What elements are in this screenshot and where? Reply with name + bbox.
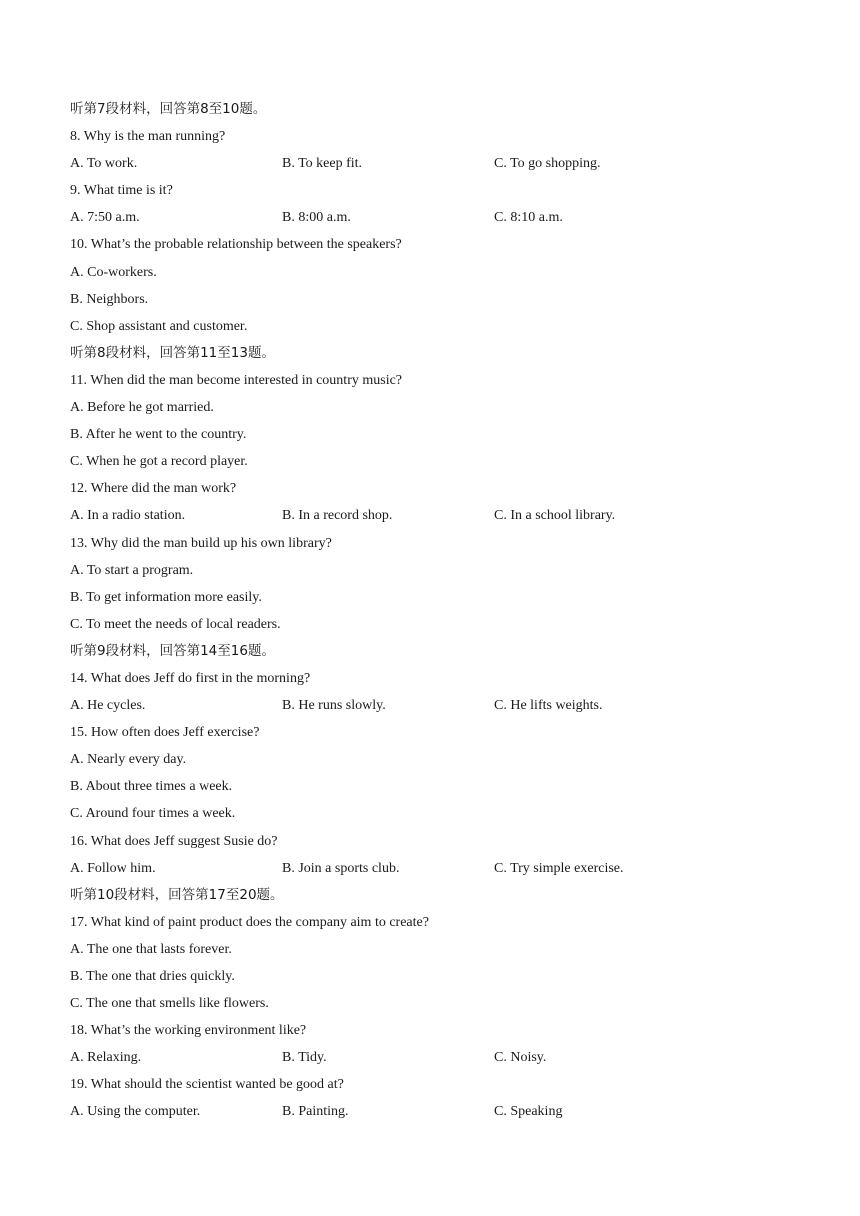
question-text bbox=[70, 475, 810, 502]
section-heading bbox=[70, 638, 810, 665]
option-text: B. The one that dries quickly. bbox=[70, 969, 235, 984]
question-text: 10. What’s the probable relationship between the speakers? bbox=[70, 237, 402, 253]
question-text: 17. What kind of paint product does the company aim to create? bbox=[70, 914, 429, 930]
question-text: 18. What’s the working environment like? bbox=[70, 1023, 307, 1039]
option-c: C. 8:10 a.m. bbox=[494, 210, 563, 226]
option-b: B. In a record shop. bbox=[282, 508, 393, 524]
option-text: B. To get information more easily. bbox=[70, 589, 262, 605]
option-b: B. Painting. bbox=[282, 1104, 349, 1120]
question-text bbox=[70, 909, 810, 936]
question-text bbox=[70, 665, 810, 692]
section-heading bbox=[70, 96, 810, 123]
option-line bbox=[70, 611, 810, 638]
option-line bbox=[70, 313, 810, 340]
option-text: C. To meet the needs of local readers. bbox=[70, 616, 281, 632]
option-line bbox=[70, 259, 810, 286]
question-text: 11. When did the man become interested in country music? bbox=[70, 372, 403, 388]
option-text: A. The one that lasts forever. bbox=[70, 941, 232, 957]
section-heading bbox=[70, 340, 810, 367]
option-text: A. Co-workers. bbox=[70, 264, 157, 280]
option-text: B. After he went to the country. bbox=[70, 427, 247, 443]
option-text: B. Neighbors. bbox=[70, 291, 149, 307]
options-row bbox=[70, 855, 810, 882]
question-text: 15. How often does Jeff exercise? bbox=[70, 725, 260, 741]
option-text: C. When he got a record player. bbox=[70, 454, 248, 470]
option-c: C. Speaking bbox=[494, 1104, 563, 1120]
question-text: 14. What does Jeff do first in the morning? bbox=[70, 670, 311, 686]
option-c: C. Noisy. bbox=[494, 1050, 547, 1066]
option-line bbox=[70, 286, 810, 313]
option-a: A. He cycles. bbox=[70, 698, 146, 714]
option-text: A. Nearly every day. bbox=[70, 752, 187, 768]
question-text: 13. Why did the man build up his own library? bbox=[70, 535, 332, 551]
question-text: 19. What should the scientist wanted be good at? bbox=[70, 1077, 344, 1093]
question-text bbox=[70, 123, 810, 150]
option-a: A. Relaxing. bbox=[70, 1050, 142, 1066]
option-line bbox=[70, 800, 810, 827]
option-b: B. 8:00 a.m. bbox=[282, 210, 351, 226]
option-text: B. About three times a week. bbox=[70, 779, 233, 795]
options-row bbox=[70, 502, 810, 529]
question-text: 16. What does Jeff suggest Susie do? bbox=[70, 833, 278, 849]
section-text: 听第7段材料，回答第8至10题。 bbox=[70, 101, 267, 117]
option-line bbox=[70, 394, 810, 421]
section-text: 听第10段材料，回答第17至20题。 bbox=[70, 886, 284, 903]
option-b: B. To keep fit. bbox=[282, 156, 363, 172]
option-c: C. In a school library. bbox=[494, 508, 616, 524]
option-text: A. Before he got married. bbox=[70, 400, 214, 416]
question-text: 8. Why is the man running? bbox=[70, 129, 226, 145]
option-line bbox=[70, 990, 810, 1017]
option-line bbox=[70, 584, 810, 611]
question-text bbox=[70, 1017, 810, 1044]
option-text: A. To start a program. bbox=[70, 562, 194, 578]
option-c: C. To go shopping. bbox=[494, 156, 601, 172]
question-text bbox=[70, 530, 810, 557]
document-page bbox=[70, 96, 810, 1126]
options-row bbox=[70, 204, 810, 231]
option-line bbox=[70, 746, 810, 773]
option-line bbox=[70, 936, 810, 963]
section-text: 听第9段材料，回答第14至16题。 bbox=[70, 642, 275, 659]
question-text: 12. Where did the man work? bbox=[70, 481, 237, 497]
option-line bbox=[70, 773, 810, 800]
options-row bbox=[70, 1044, 810, 1071]
option-a: A. 7:50 a.m. bbox=[70, 210, 140, 226]
section-text: 听第8段材料，回答第11至13题。 bbox=[70, 344, 275, 361]
option-text: C. Around four times a week. bbox=[70, 806, 236, 822]
section-heading bbox=[70, 882, 810, 909]
option-line bbox=[70, 963, 810, 990]
option-a: A. Follow him. bbox=[70, 860, 156, 876]
question-text bbox=[70, 828, 810, 855]
question-text bbox=[70, 231, 810, 258]
option-b: B. Tidy. bbox=[282, 1050, 327, 1066]
options-row bbox=[70, 692, 810, 719]
option-a: A. In a radio station. bbox=[70, 508, 186, 524]
question-text bbox=[70, 719, 810, 746]
option-text: C. The one that smells like flowers. bbox=[70, 996, 269, 1012]
question-text: 9. What time is it? bbox=[70, 183, 173, 199]
options-row bbox=[70, 1098, 810, 1125]
option-c: C. Try simple exercise. bbox=[494, 860, 624, 876]
option-b: B. He runs slowly. bbox=[282, 698, 386, 714]
option-line bbox=[70, 557, 810, 584]
option-a: A. Using the computer. bbox=[70, 1104, 201, 1120]
question-text bbox=[70, 1071, 810, 1098]
question-text bbox=[70, 367, 810, 394]
question-text bbox=[70, 177, 810, 204]
option-b: B. Join a sports club. bbox=[282, 860, 400, 876]
option-line bbox=[70, 448, 810, 475]
options-row bbox=[70, 150, 810, 177]
option-line bbox=[70, 421, 810, 448]
option-c: C. He lifts weights. bbox=[494, 698, 603, 714]
option-text: C. Shop assistant and customer. bbox=[70, 318, 248, 334]
option-a: A. To work. bbox=[70, 156, 138, 172]
